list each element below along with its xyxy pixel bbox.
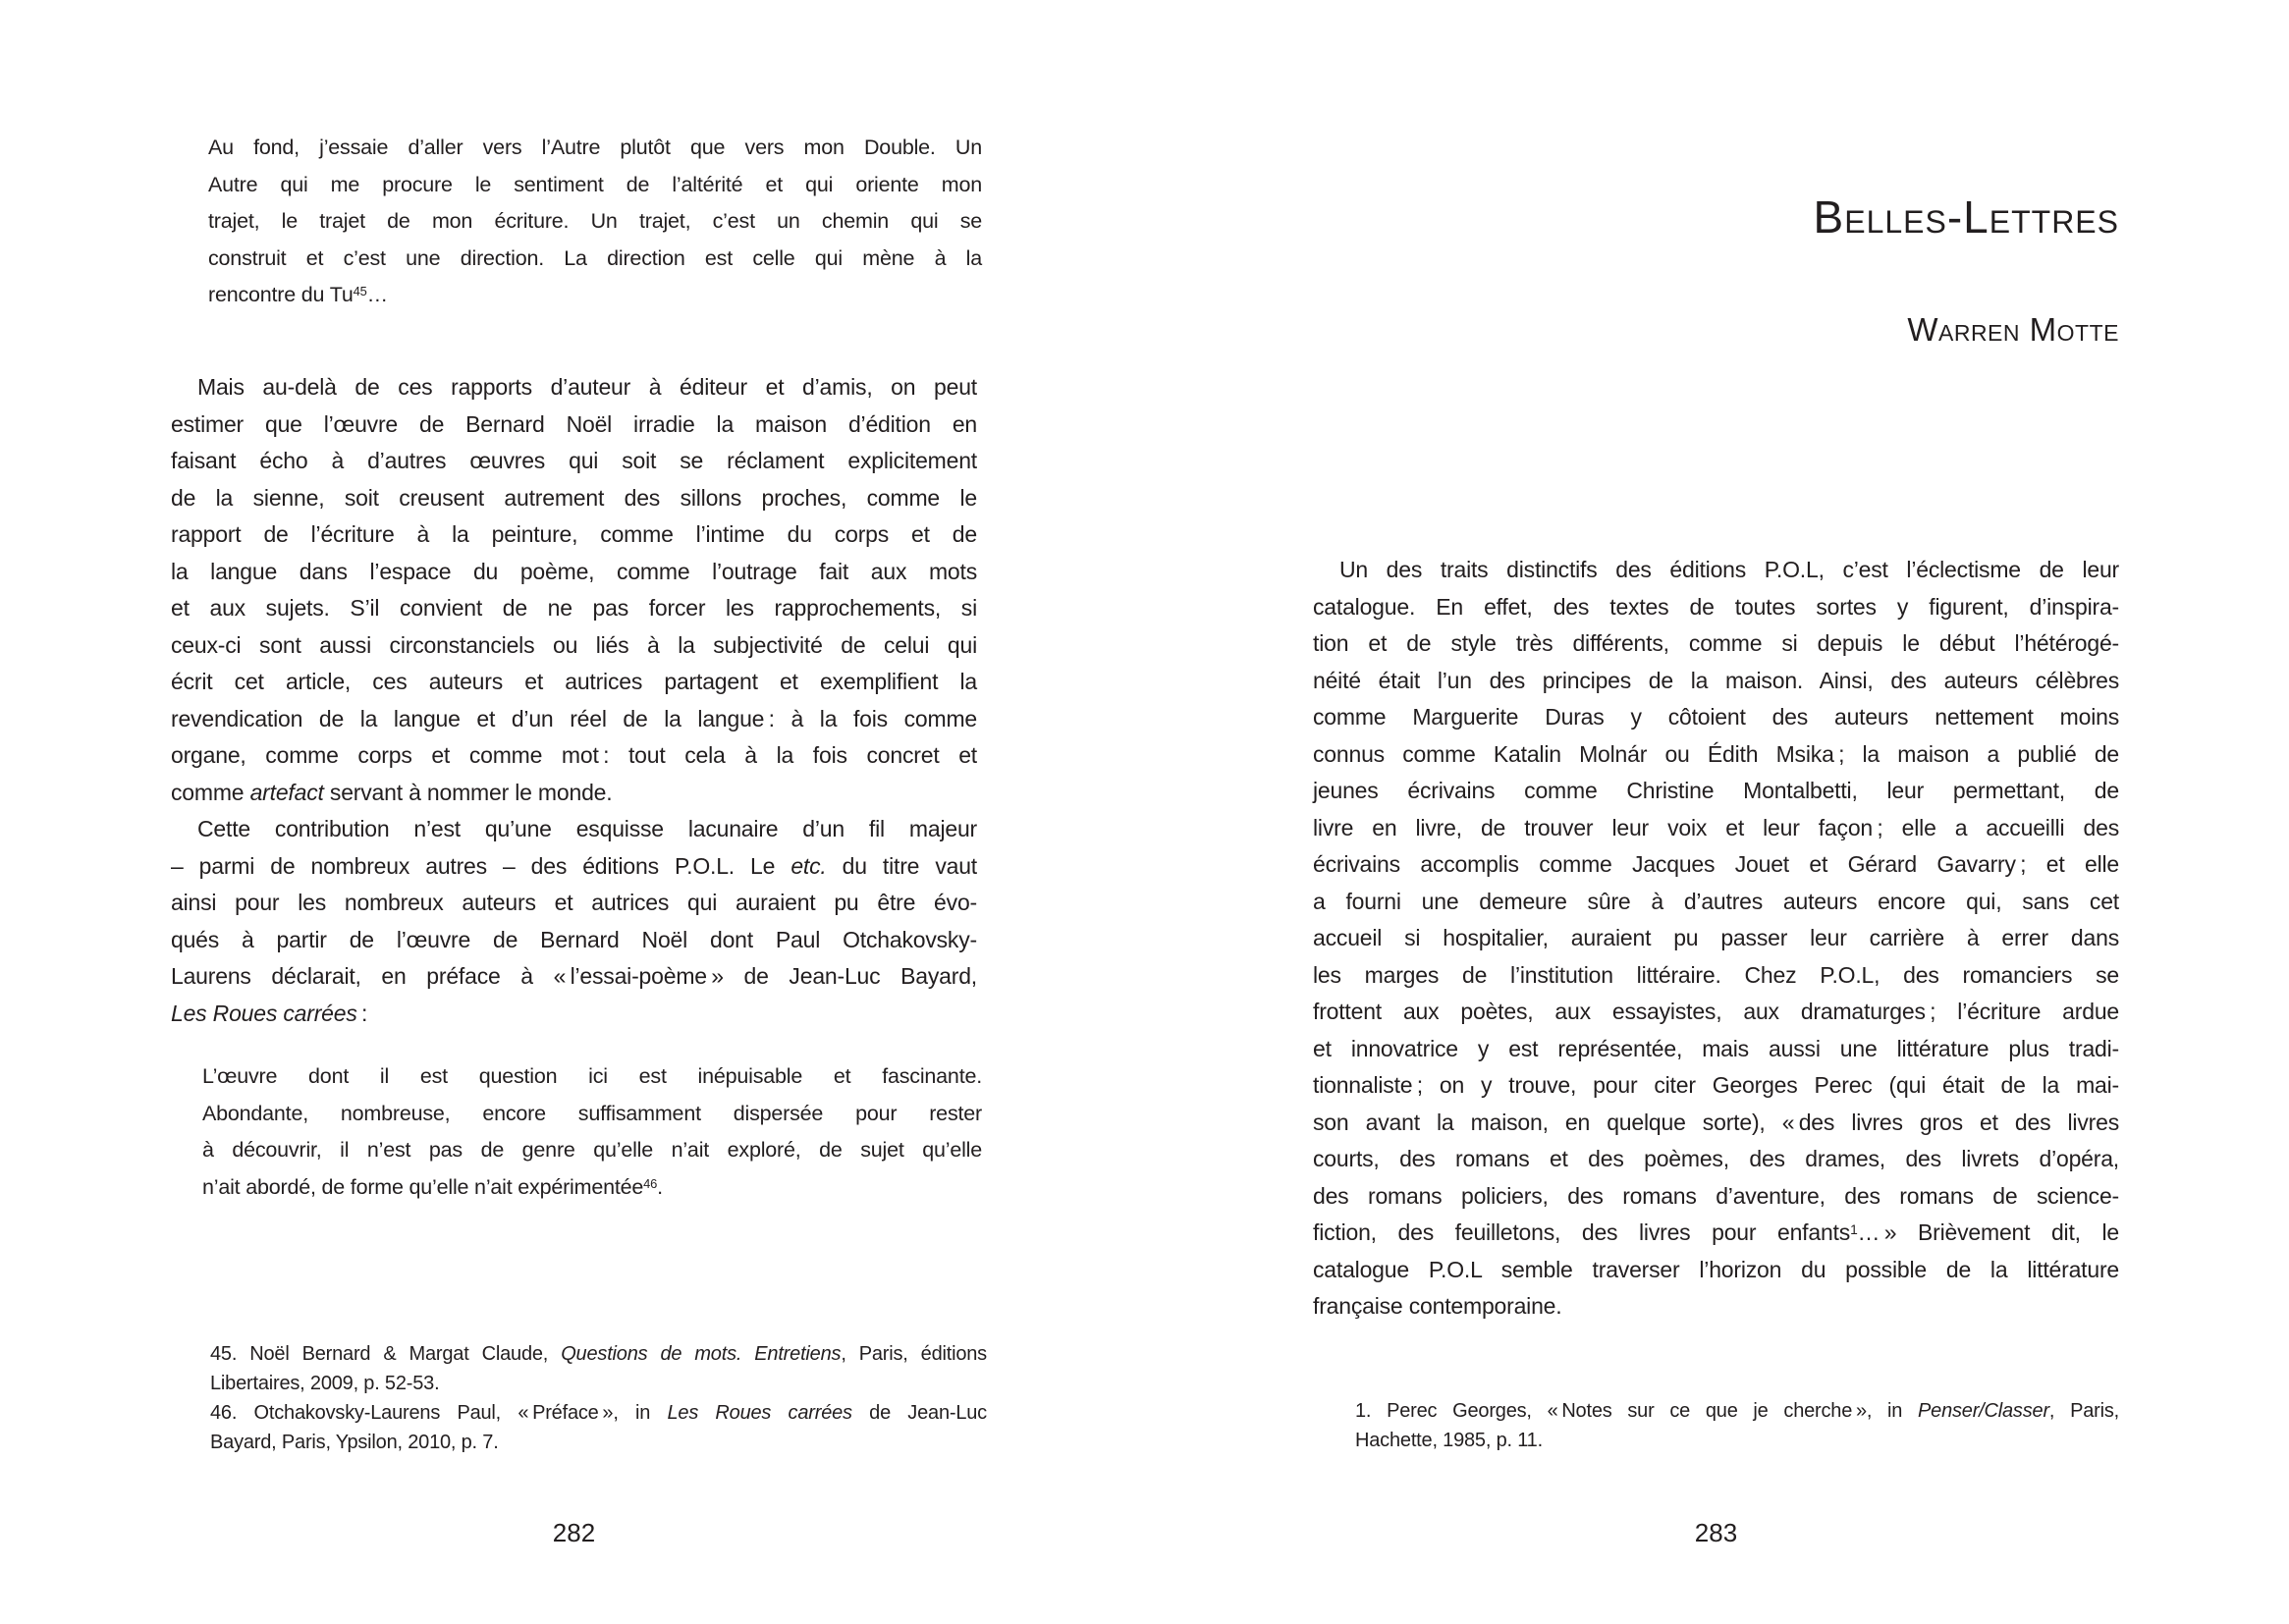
text-line: Au fond, j’essaie d’aller vers l’Autre plutôt que vers mon Double. Un — [208, 135, 982, 159]
text-line: 45. Noël Bernard & Margat Claude, Questions de mots. Entretiens, Paris, éditions — [210, 1343, 987, 1365]
text-line: catalogue P.O.L semble traverser l’horizon du possible de la littérature — [1313, 1256, 2119, 1282]
text-line: écrit cet article, ces auteurs et autrices partagent et exemplifient la — [171, 669, 977, 694]
text-line: et innovatrice y est représentée, mais aussi une littérature plus tradi- — [1313, 1035, 2119, 1061]
text-line: rapport de l’écriture à la peinture, comme l’intime du corps et de — [171, 521, 977, 547]
text-line: de la sienne, soit creusent autrement des sillons proches, comme le — [171, 484, 977, 511]
text-line: catalogue. En effet, des textes de toutes sortes y figurent, d’inspira- — [1313, 593, 2119, 620]
footnote-right — [1355, 1396, 2119, 1455]
text-line: ainsi pour les nombreux auteurs et autrices qui auraient pu être évo- — [171, 890, 977, 915]
text-line: qués à partir de l’œuvre de Bernard Noël dont Paul Otchakovsky- — [171, 926, 977, 952]
text-line: tion et de style très différents, comme si depuis le début l’hétérogé- — [1313, 630, 2119, 656]
text-line: Laurens déclarait, en préface à « l’essai-poème » de Jean-Luc Bayard, — [171, 963, 977, 989]
text-line: – parmi de nombreux autres – des éditions P.O.L. Le etc. du titre vaut — [171, 852, 977, 879]
text-line: faisant écho à d’autres œuvres qui soit se réclament explicitement — [171, 448, 977, 473]
text-line: jeunes écrivains comme Christine Montalbetti, leur permettant, de — [1313, 778, 2119, 803]
text-line: Cette contribution n’est qu’une esquisse lacunaire d’un fil majeur — [197, 816, 977, 841]
text-line: courts, des romans et des poèmes, des drames, des livrets d’opéra, — [1313, 1146, 2119, 1171]
text-line: Bayard, Paris, Ypsilon, 2010, p. 7. — [210, 1432, 499, 1453]
text-line: n’ait abordé, de forme qu’elle n’ait expérimentée$^{46}$. — [202, 1174, 663, 1199]
text-line: trajet, le trajet de mon écriture. Un trajet, c’est un chemin qui se — [208, 209, 982, 233]
text-line: a fourni une demeure sûre à d’autres auteurs encore qui, sans cet — [1313, 888, 2119, 914]
text-line: comme artefact servant à nommer le monde. — [171, 779, 613, 805]
text-line: tionnaliste ; on y trouve, pour citer Georges Perec (qui était de la mai- — [1313, 1072, 2119, 1098]
text-line: construit et c’est une direction. La direction est celle qui mène à la — [208, 245, 982, 270]
text-line: son avant la maison, en quelque sorte), « des livres gros et des livres — [1313, 1109, 2119, 1135]
text-line: 46. Otchakovsky-Laurens Paul, « Préface », in Les Roues carrées de Jean-Luc — [210, 1402, 987, 1424]
text-line: les marges de l’institution littéraire. Chez P.O.L, des romanciers se — [1313, 961, 2119, 988]
text-line: frottent aux poètes, aux essayistes, aux dramaturges ; l’écriture ardue — [1313, 999, 2119, 1024]
text-line: Les Roues carrées : — [171, 1000, 368, 1026]
text-line: L’œuvre dont il est question ici est inépuisable et fascinante. — [202, 1064, 982, 1088]
text-line: Abondante, nombreuse, encore suffisamment dispersée pour rester — [202, 1101, 982, 1125]
text-line: 1. Perec Georges, « Notes sur ce que je cherche », in Penser/Classer, Paris, — [1355, 1400, 2120, 1422]
page-number-right: 283 — [1694, 1518, 1738, 1547]
text-line: néité était l’un des principes de la maison. Ainsi, des auteurs célèbres — [1313, 667, 2119, 693]
text-line: ceux-ci sont aussi circonstanciels ou liés à la subjectivité de celui qui — [171, 631, 977, 658]
text-line: connus comme Katalin Molnár ou Édith Msika ; la maison a publié de — [1313, 740, 2119, 767]
text-line: livre en livre, de trouver leur voix et leur façon ; elle a accueilli des — [1313, 814, 2119, 840]
text-line: estimer que l’œuvre de Bernard Noël irradie la maison d’édition en — [171, 410, 977, 437]
body-text-right — [1313, 552, 2119, 1326]
text-line: française contemporaine. — [1313, 1293, 1562, 1319]
body-text-left — [171, 369, 977, 1032]
text-line: écrivains accomplis comme Jacques Jouet et Gérard Gavarry ; et elle — [1313, 851, 2119, 877]
text-line: la langue dans l’espace du poème, comme l’outrage fait aux mots — [171, 558, 977, 584]
text-line: accueil si hospitalier, auraient pu passer leur carrière à errer dans — [1313, 925, 2119, 950]
text-line: et aux sujets. S’il convient de ne pas forcer les rapprochements, si — [171, 595, 977, 621]
text-line: organe, comme corps et comme mot : tout cela à la fois concret et — [171, 742, 977, 768]
text-line: des romans policiers, des romans d’aventure, des romans de science- — [1313, 1182, 2119, 1209]
text-line: revendication de la langue et d’un réel de la langue : à la fois comme — [171, 705, 977, 731]
text-line: Autre qui me procure le sentiment de l’altérité et qui oriente mon — [208, 172, 982, 196]
text-line: Un des traits distinctifs des éditions P.O.L, c’est l’éclectisme de leur — [1339, 557, 2119, 582]
text-line: Hachette, 1985, p. 11. — [1355, 1430, 1543, 1451]
text-line: Libertaires, 2009, p. 52-53. — [210, 1373, 440, 1394]
text-line: comme Marguerite Duras y côtoient des auteurs nettement moins — [1313, 704, 2119, 730]
chapter-title: Belles-Lettres — [1813, 191, 2119, 243]
epigraph-blockquote — [208, 130, 982, 314]
text-line: fiction, des feuilletons, des livres pour enfants$^1$… » Brièvement dit, le — [1313, 1219, 2120, 1245]
author-name: Warren Motte — [1907, 311, 2119, 348]
footnotes-left — [210, 1339, 987, 1457]
page-number-left: 282 — [552, 1518, 596, 1547]
text-line: rencontre du Tu$^{45}$… — [208, 283, 388, 306]
citation-blockquote — [202, 1058, 982, 1206]
text-line: à découvrir, il n’est pas de genre qu’elle n’ait exploré, de sujet qu’elle — [202, 1138, 982, 1162]
text-line: Mais au-delà de ces rapports d’auteur à éditeur et d’amis, on peut — [197, 374, 977, 400]
